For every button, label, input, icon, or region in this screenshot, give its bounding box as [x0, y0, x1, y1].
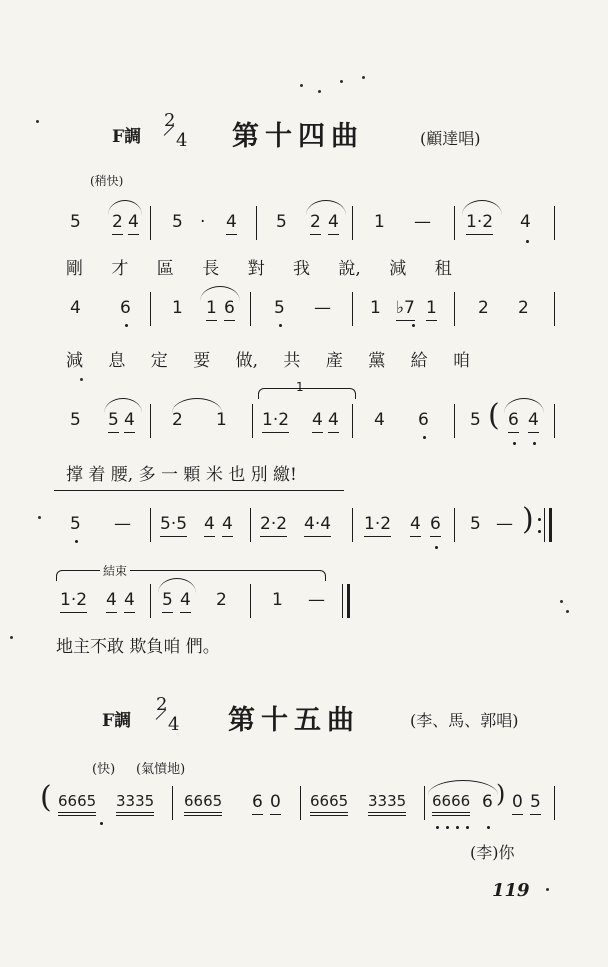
note: 6 [224, 298, 235, 318]
low-dot [435, 546, 438, 549]
barline [150, 508, 151, 542]
note: 6 [252, 792, 263, 812]
barline [454, 292, 455, 326]
note: 5 [108, 410, 119, 430]
song14-key: F調 [112, 127, 142, 147]
note: 4 [128, 212, 139, 232]
note: 4 [180, 590, 191, 610]
note: 5 [70, 410, 81, 430]
song15-key: F調 [102, 711, 132, 731]
open-paren: ( [40, 780, 52, 815]
speck [546, 888, 549, 891]
barline [172, 786, 173, 820]
low-dot [456, 826, 459, 829]
note: 4 [204, 514, 215, 534]
note: 1 [370, 298, 381, 318]
barline [250, 292, 251, 326]
note: 6 [508, 410, 519, 430]
note: 4 [124, 590, 135, 610]
note: 4·4 [304, 514, 332, 534]
close-paren: ) [496, 780, 506, 808]
note: 1 [172, 298, 183, 318]
low-dot [423, 436, 426, 439]
barline [150, 206, 151, 240]
speck [340, 80, 343, 83]
note: 1 [426, 298, 437, 318]
barline [352, 292, 353, 326]
note: — [114, 514, 131, 534]
note: 1 [216, 410, 227, 430]
note: 0 [270, 792, 281, 812]
open-paren: ( [488, 398, 500, 433]
note: 2 [172, 410, 183, 430]
barline [554, 292, 555, 326]
barline [352, 508, 353, 542]
note: · [200, 212, 206, 232]
note: 1 [272, 590, 283, 610]
speck [566, 610, 569, 613]
low-dot [487, 826, 490, 829]
note: 1·2 [262, 410, 290, 430]
note-group: 3335 [368, 792, 407, 810]
note: 6 [418, 410, 429, 430]
barline [300, 786, 301, 820]
song14-row5-lyrics: 地主不敢 欺負咱 們。 [56, 637, 220, 657]
note-group: 3335 [116, 792, 155, 810]
note: ♭7 [396, 298, 415, 318]
barline [250, 508, 251, 542]
note-group: 6666 [432, 792, 471, 810]
song15-row1-lyrics: (李)你 [470, 843, 515, 862]
tie-line [54, 490, 344, 491]
note: 2 [216, 590, 227, 610]
note: 5 [470, 514, 481, 534]
note: 4 [374, 410, 385, 430]
note: 1·2 [364, 514, 392, 534]
speck [560, 600, 563, 603]
barline [454, 206, 455, 240]
song15-singers: (李、馬、郭唱) [410, 711, 519, 730]
final-barline [342, 584, 350, 618]
barline [256, 206, 257, 240]
coda-bracket [56, 570, 326, 581]
note: 0 [512, 792, 523, 812]
note: 4 [328, 212, 339, 232]
note: 4 [520, 212, 531, 232]
low-dot [279, 324, 282, 327]
repeat-barline [544, 508, 552, 542]
page-number: 119 [492, 880, 530, 901]
note: 5 [162, 590, 173, 610]
note: 4 [106, 590, 117, 610]
song14-singers: (顧達唱) [420, 129, 481, 148]
note: 5 [470, 410, 481, 430]
barline [352, 206, 353, 240]
note: 4 [226, 212, 237, 232]
barline [150, 404, 151, 438]
barline [150, 292, 151, 326]
note: 6 [120, 298, 131, 318]
close-paren: ) [522, 502, 534, 537]
note: 2 [478, 298, 489, 318]
speck [362, 76, 365, 79]
note: 5·5 [160, 514, 188, 534]
song14-title: 第十四曲 [232, 121, 364, 152]
note: 5 [70, 212, 81, 232]
note: 4 [528, 410, 539, 430]
speck [10, 636, 13, 639]
note: 6 [482, 792, 493, 812]
note: 1·2 [60, 590, 88, 610]
song14-row3-lyrics: 撑 着 腰, 多 一 顆 米 也 別 繳! [66, 465, 297, 485]
note: 2 [518, 298, 529, 318]
song14-time-bottom: 4 [176, 130, 188, 151]
barline [454, 404, 455, 438]
note: — [308, 590, 325, 610]
repeat-dot [538, 530, 541, 533]
barline [352, 404, 353, 438]
coda-label: 結束 [100, 562, 130, 579]
note: 4 [222, 514, 233, 534]
low-dot [436, 826, 439, 829]
note: 5 [530, 792, 541, 812]
speck [36, 120, 39, 123]
note-group: 6665 [58, 792, 97, 810]
barline [554, 404, 555, 438]
low-dot [446, 826, 449, 829]
barline [554, 786, 555, 820]
note: — [496, 514, 513, 534]
note: 5 [172, 212, 183, 232]
low-dot [125, 324, 128, 327]
note: 6 [430, 514, 441, 534]
note: 5 [70, 514, 81, 534]
note: 5 [276, 212, 287, 232]
note: 1 [206, 298, 217, 318]
song15-time-bottom: 4 [168, 714, 180, 735]
barline [252, 404, 253, 438]
note: — [314, 298, 331, 318]
low-dot [75, 540, 78, 543]
low-dot [533, 442, 536, 445]
song15-time-top: 2 [156, 694, 168, 715]
low-dot [100, 822, 103, 825]
song15-tempo-1: (快) [92, 762, 116, 777]
note-group: 6665 [310, 792, 349, 810]
song15-tempo-2: (氣憤地) [136, 762, 186, 777]
note-group: 6665 [184, 792, 223, 810]
song15-title: 第十五曲 [228, 705, 360, 736]
barline [250, 584, 251, 618]
barline [150, 584, 151, 618]
song14-tempo: (稍快) [90, 174, 124, 188]
barline [454, 508, 455, 542]
note: 5 [274, 298, 285, 318]
note: 1 [374, 212, 385, 232]
volta-bracket [258, 388, 356, 399]
repeat-dot [538, 518, 541, 521]
speck [38, 516, 41, 519]
note: 4 [410, 514, 421, 534]
song14-row2-lyrics: 減 息 定 要 做, 共 產 黨 給 咱 [66, 351, 471, 371]
low-dot [412, 324, 415, 327]
low-dot [513, 442, 516, 445]
low-dot [466, 826, 469, 829]
song14-time-top: 2 [164, 110, 176, 131]
barline [424, 786, 425, 820]
note: — [414, 212, 431, 232]
volta-number: 1 [296, 380, 304, 394]
song14-row1-lyrics: 剛 才 區 長 對 我 說, 減 租 [66, 259, 452, 279]
note: 2 [310, 212, 321, 232]
note: 2 [112, 212, 123, 232]
low-dot [526, 240, 529, 243]
speck [80, 378, 83, 381]
speck [318, 90, 321, 93]
barline [554, 206, 555, 240]
note: 4 [124, 410, 135, 430]
note: 4 [70, 298, 81, 318]
speck [300, 84, 303, 87]
note: 2·2 [260, 514, 288, 534]
note: 1·2 [466, 212, 494, 232]
note: 4 [328, 410, 339, 430]
note: 4 [312, 410, 323, 430]
